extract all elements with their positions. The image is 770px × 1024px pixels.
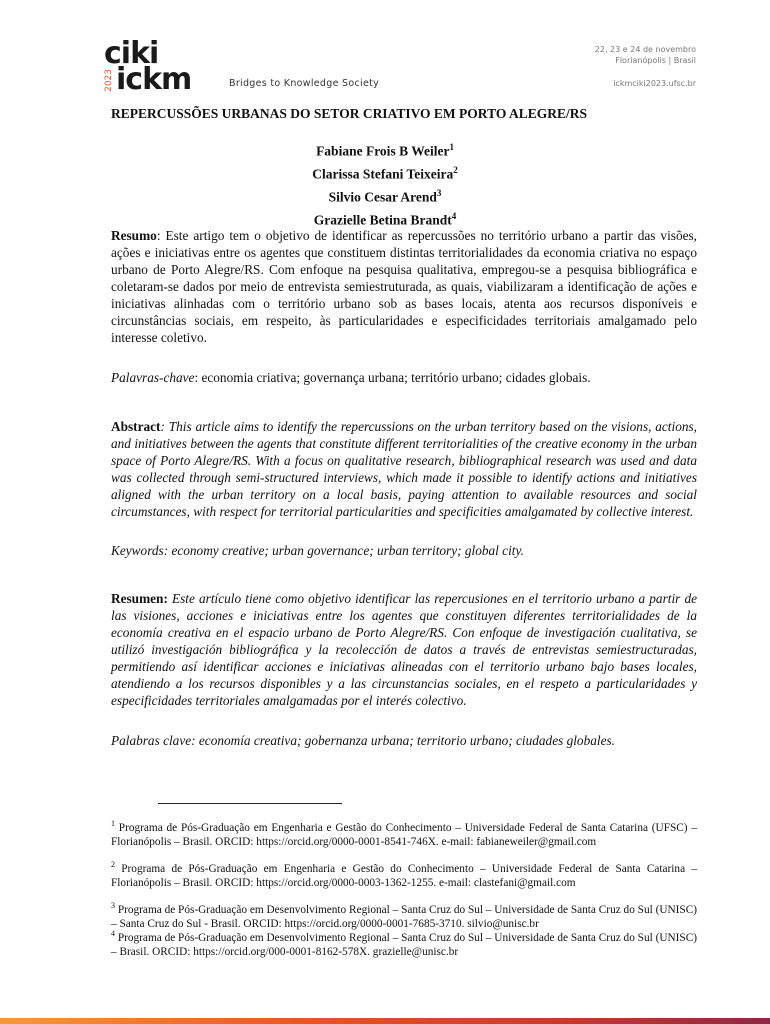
footnote-1: $^1$ Programa de Pós-Graduação em Engenharia e Gestão do Conhecimento – Universidade Federal de Santa Catarina (UFSC) – Florianópolis – Brasil. ORCID: https://orcid.org/0000-0001-8541-746X. e-mail: fabianeweiler@gmail.com	[111, 819, 697, 848]
logo-tagline: Bridges to Knowledge Society	[229, 78, 380, 89]
logo-year: 2023	[104, 69, 114, 92]
footnote-3: $^3$ Programa de Pós-Graduação em Desenvolvimento Regional – Santa Cruz do Sul – Universidade de Santa Cruz do Sul (UNISC) – Santa Cruz do Sul - Brasil. ORCID: https://orcid.org/0000-0001-7685-3710. silvio@unisc.br	[111, 901, 697, 930]
palabras-clave: Palabras clave: economía creativa; gobernanza urbana; territorio urbano; ciudades globales.	[111, 733, 615, 748]
event-website: ickmciki2023.ufsc.br	[613, 79, 696, 88]
abstract-paragraph	[111, 418, 697, 520]
footnote-2: $^2$ Programa de Pós-Graduação em Engenharia e Gestão do Conhecimento – Universidade Federal de Santa Catarina – Florianópolis – Brasil. ORCID: https://orcid.org/0000-0003-1362-1255. e-mail: clastefani@gmail.com	[111, 860, 697, 889]
author: Grazielle Betina Brandt$^4$	[313, 211, 457, 228]
resumen-text: Este artículo tiene como objetivo identificar las repercusiones en el territorio urbano a partir de las visiones, acciones e iniciativas entre los agentes que constituyen diferentes territorialidades de la economía creativa en el espacio urbano de Porto Alegre/RS. Con enfoque de investigación cualitativa, se utilizó investigación bibliográfica y la recolección de datos a través de entrevistas semiestructuradas, permitiendo así identificar acciones e iniciativas alineadas con el territorio urbano bajo bases locales, atendiendo a los recursos disponibles y a las circunstancias sociales, en el respeto a particularidades y especificidades territoriales amalgamadas por el interés colectivo.	[111, 591, 697, 708]
abstract-text: : This article aims to identify the repercussions on the urban territory based on the visions, actions, and initiatives between the agents that constitute different territorialities of the creative economy in the urban space of Porto Alegre/RS. With a focus on qualitative research, bibliographical research was used and data was collected through semi-structured interviews, which made it possible to identify actions and initiatives aligned with the urban territory on a local basis, paying attention to available resources and social circumstances, with respect for territorial particularities and specificities amalgamated by collective interest.	[111, 419, 697, 519]
palavras-chave-text: : economia criativa; governança urbana; território urbano; cidades globais.	[194, 370, 591, 385]
resumo-paragraph	[111, 227, 697, 346]
logo-bottom-text: ickm	[116, 62, 192, 97]
author: Clarissa Stefani Teixeira$^2$	[312, 165, 458, 182]
footnote-4: $^4$ Programa de Pós-Graduação em Desenvolvimento Regional – Santa Cruz do Sul – Universidade de Santa Cruz do Sul (UNISC) – Brasil. ORCID: https://orcid.org/000-0001-8162-578X. grazielle@unisc.br	[111, 929, 697, 958]
resumo-label: Resumo	[111, 228, 157, 243]
footnote-divider	[158, 803, 342, 804]
author-list	[0, 138, 770, 230]
author: Silvio Cesar Arend$^3$	[328, 188, 442, 205]
palavras-chave	[111, 369, 697, 386]
conference-logo	[104, 36, 394, 97]
event-info	[595, 44, 696, 66]
event-place: Florianópolis | Brasil	[615, 56, 696, 65]
resumo-text: : Este artigo tem o objetivo de identificar as repercussões no território urbano a partir das visões, ações e iniciativas entre os agentes que constituem distintas territorialidades da economia criativa no espaço urbano de Porto Alegre/RS. Com enfoque na pesquisa qualitativa, empregou-se a pesquisa bibliográfica e coletaram-se dados por meio de entrevista semiestruturada, as quais, viabilizaram a identificação de ações e iniciativas alinhadas com o território urbano sob as bases locais, atenta aos recursos disponíveis e circunstâncias sociais, em respeito, às particularidades e especificidades territoriais amalgamado pelo interesse coletivo.	[111, 228, 697, 345]
resumen-label: Resumen:	[111, 591, 168, 606]
paper-title: REPERCUSSÕES URBANAS DO SETOR CRIATIVO EM PORTO ALEGRE/RS	[111, 106, 587, 121]
event-dates: 22, 23 e 24 de novembro	[594, 45, 696, 54]
abstract-label: Abstract	[111, 419, 161, 434]
palavras-chave-label: Palavras-chave	[111, 370, 195, 385]
author: Fabiane Frois B Weiler$^1$	[316, 142, 454, 159]
keywords: Keywords: economy creative; urban governance; urban territory; global city.	[111, 543, 524, 558]
resumen-paragraph	[111, 590, 697, 709]
logo-top-text: ciki	[104, 36, 159, 71]
footer-color-bar	[0, 1018, 770, 1024]
